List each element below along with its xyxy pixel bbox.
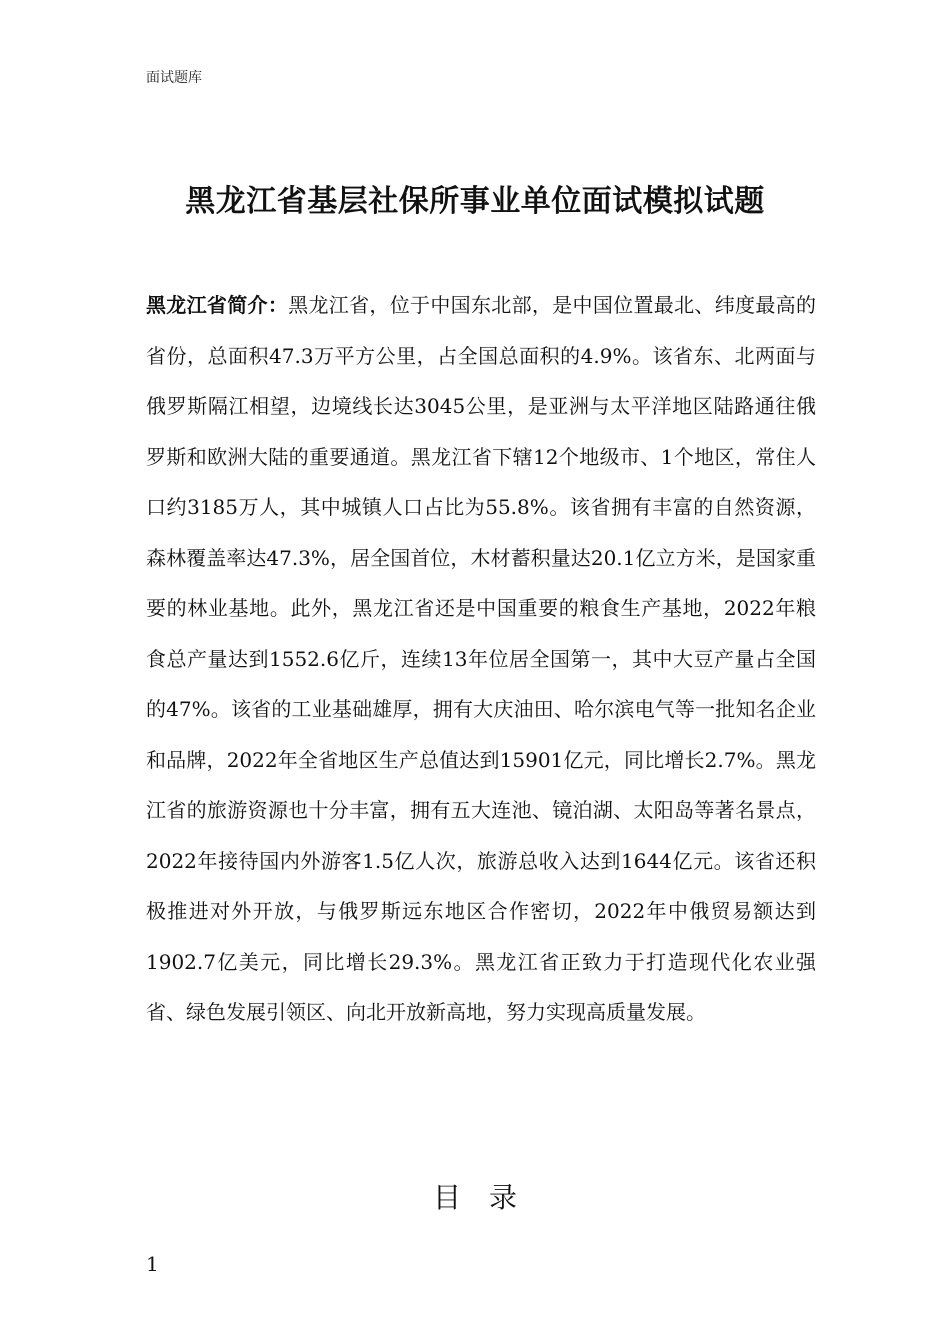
document-title: 黑龙江省基层社保所事业单位面试模拟试题 [185,184,765,219]
intro-text: 黑龙江省，位于中国东北部，是中国位置最北、纬度最高的省份，总面积47.3万平方公里，占全国总面积的4.9%。该省东、北两面与俄罗斯隔江相望，边境线长达3045公里，是亚洲与太平洋地区陆路通往俄罗斯和欧洲大陆的重要通道。黑龙江省下辖12个地级市、1个地区，常住人口约3185万人，其中城镇人口占比为55.8%。该省拥有丰富的自然资源，森林覆盖率达47.3%，居全国首位，木材蓄积量达20.1亿立方米，是国家重要的林业基地。此外，黑龙江省还是中国重要的粮食生产基地，2022年粮食总产量达到1552.6亿斤，连续13年位居全国第一，其中大豆产量占全国的47%。该省的工业基础雄厚，拥有大庆油田、哈尔滨电气等一批知名企业和品牌，2022年全省地区生产总值达到15901亿元，同比增长2.7%。黑龙江省的旅游资源也十分丰富，拥有五大连池、镜泊湖、太阳岛等著名景点，2022年接待国内外游客1.5亿人次，旅游总收入达到1644亿元。该省还积极推进对外开放，与俄罗斯远东地区合作密切，2022年中俄贸易额达到1902.7亿美元，同比增长29.3%。黑龙江省正致力于打造现代化农业强省、绿色发展引领区、向北开放新高地，努力实现高质量发展。 [146,293,816,1024]
page-number: 1 [146,1252,159,1276]
intro-paragraph [146,280,816,1038]
intro-label: 黑龙江省简介： [146,293,289,317]
table-of-contents-heading: 目 录 [432,1181,517,1214]
running-header: 面试题库 [146,70,202,86]
